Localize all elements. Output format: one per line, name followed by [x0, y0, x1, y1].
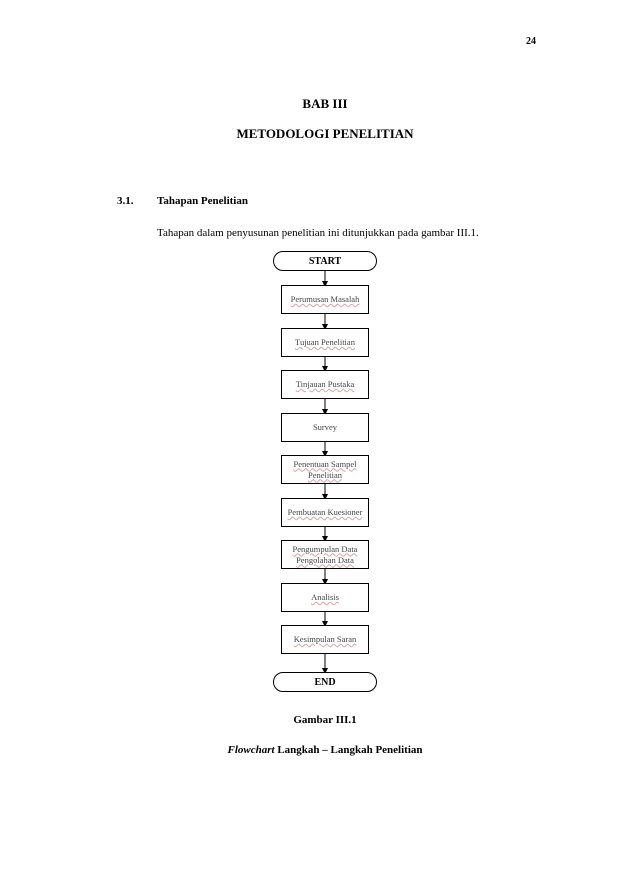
step-tujuan-penelitian — [281, 328, 369, 357]
step-label: Tujuan Penelitian — [295, 337, 355, 347]
flowchart — [265, 247, 385, 707]
start-terminal — [273, 251, 377, 271]
chapter-label: BAB III — [302, 96, 348, 111]
step-pengumpulan-data — [281, 540, 369, 569]
step-label: Survey — [312, 422, 338, 432]
step-survey — [281, 413, 369, 442]
step-label: Perumusan Masalah — [290, 294, 360, 304]
step-perumusan-masalah — [281, 285, 369, 314]
step-label: Pengumpulan Data Pengolahan Data — [292, 543, 358, 565]
chapter-title: METODOLOGI PENELITIAN — [236, 126, 414, 141]
figure-number: Gambar III.1 — [293, 714, 357, 726]
step-label: Penentuan Sampel Penelitian — [293, 458, 357, 480]
step-label: Analisis — [311, 592, 339, 602]
intro-paragraph: Tahapan dalam penyusunan penelitian ini ditunjukkan pada gambar III.1. — [157, 227, 479, 239]
step-penentuan-sampel — [281, 455, 369, 484]
step-label: Pembuatan Kuesioner — [287, 507, 363, 517]
figure-caption-italic: Flowchart — [227, 744, 275, 756]
step-analisis — [281, 583, 369, 612]
step-pembuatan-kuesioner — [281, 498, 369, 527]
page-number: 24 — [526, 36, 536, 47]
step-label: Tinjauan Pustaka — [295, 379, 355, 389]
figure-caption-rest: Langkah – Langkah Penelitian — [274, 744, 423, 756]
step-kesimpulan-saran — [281, 625, 369, 654]
section-title: Tahapan Penelitian — [157, 195, 248, 207]
figure-caption — [0, 744, 620, 756]
end-terminal — [273, 672, 377, 692]
start-label: START — [308, 255, 342, 267]
end-label: END — [314, 676, 336, 688]
step-tinjauan-pustaka — [281, 370, 369, 399]
section-number: 3.1. — [117, 195, 134, 207]
step-label: Kesimpulan Saran — [293, 634, 357, 644]
